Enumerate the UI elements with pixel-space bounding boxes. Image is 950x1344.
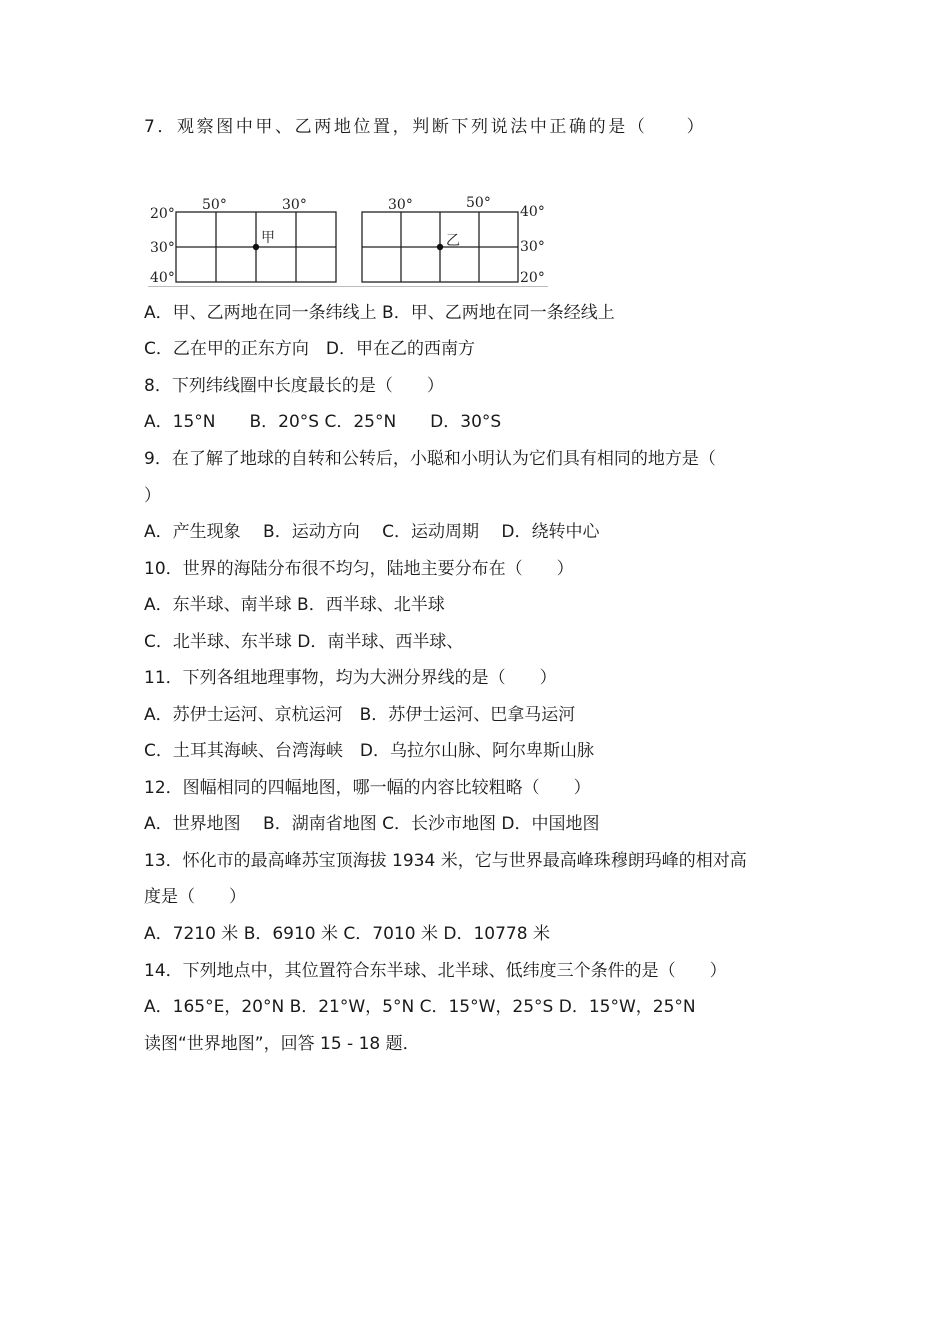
question-8-stem: 8．下列纬线圈中长度最长的是（ ） bbox=[144, 376, 444, 396]
question-9-stem-1: 9．在了解了地球的自转和公转后，小聪和小明认为它们具有相同的地方是（ bbox=[144, 449, 716, 469]
point-jia-dot bbox=[253, 244, 259, 250]
question-11-stem: 11．下列各组地理事物，均为大洲分界线的是（ ） bbox=[144, 668, 557, 688]
question-14-options: A．165°E，20°N B．21°W，5°N C．15°W，25°S D．15°W，25°N bbox=[144, 997, 696, 1017]
q7-figure bbox=[144, 190, 704, 290]
question-10-options-1: A．东半球、南半球 B．西半球、北半球 bbox=[144, 595, 445, 615]
instruction-footer: 读图“世界地图”，回答 15 - 18 题． bbox=[144, 1034, 420, 1054]
question-13-stem-1: 13．怀化市的最高峰苏宝顶海拔 1934 米，它与世界最高峰珠穆朗玛峰的相对高 bbox=[144, 851, 747, 871]
right-lat-label-3: 20° bbox=[520, 270, 545, 286]
question-9-options: A．产生现象 B．运动方向 C．运动周期 D．绕转中心 bbox=[144, 522, 600, 542]
question-10-options-2: C．北半球、东半球 D．南半球、西半球、 bbox=[144, 632, 464, 652]
question-7-options-1: A．甲、乙两地在同一条纬线上 B．甲、乙两地在同一条经线上 bbox=[144, 303, 615, 323]
point-yi-label: 乙 bbox=[446, 233, 460, 249]
question-11-options-1: A．苏伊士运河、京杭运河 B．苏伊士运河、巴拿马运河 bbox=[144, 705, 576, 725]
right-lat-label-1: 40° bbox=[520, 204, 545, 220]
left-lat-label-3: 40° bbox=[150, 270, 175, 286]
right-lat-label-2: 30° bbox=[520, 239, 545, 255]
left-lat-label-2: 30° bbox=[150, 240, 175, 256]
question-10-stem: 10．世界的海陆分布很不均匀，陆地主要分布在（ ） bbox=[144, 559, 574, 579]
figure-baseline bbox=[148, 286, 548, 287]
left-lat-label-1: 20° bbox=[150, 206, 175, 222]
question-7-options-2: C．乙在甲的正东方向 D．甲在乙的西南方 bbox=[144, 339, 475, 359]
question-14-stem: 14．下列地点中，其位置符合东半球、北半球、低纬度三个条件的是（ ） bbox=[144, 961, 727, 981]
right-lon-label-2: 50° bbox=[466, 195, 491, 211]
question-9-stem-2: ） bbox=[144, 486, 161, 506]
question-11-options-2: C．土耳其海峡、台湾海峡 D．乌拉尔山脉、阿尔卑斯山脉 bbox=[144, 741, 594, 761]
question-13-stem-2: 度是（ ） bbox=[144, 887, 246, 907]
question-12-options: A．世界地图 B．湖南省地图 C．长沙市地图 D．中国地图 bbox=[144, 814, 600, 834]
question-7-stem: 7．观察图中甲、乙两地位置，判断下列说法中正确的是（ ） bbox=[144, 117, 707, 137]
point-jia-label: 甲 bbox=[261, 230, 275, 246]
question-12-stem: 12．图幅相同的四幅地图，哪一幅的内容比较粗略（ ） bbox=[144, 778, 591, 798]
question-8-options: A．15°N B．20°S C．25°N D．30°S bbox=[144, 412, 502, 432]
left-lon-label-1: 50° bbox=[202, 197, 227, 213]
question-13-options: A．7210 米 B．6910 米 C．7010 米 D．10778 米 bbox=[144, 924, 550, 944]
point-yi-dot bbox=[437, 244, 443, 250]
right-lon-label-1: 30° bbox=[388, 197, 413, 213]
left-lon-label-2: 30° bbox=[282, 197, 307, 213]
